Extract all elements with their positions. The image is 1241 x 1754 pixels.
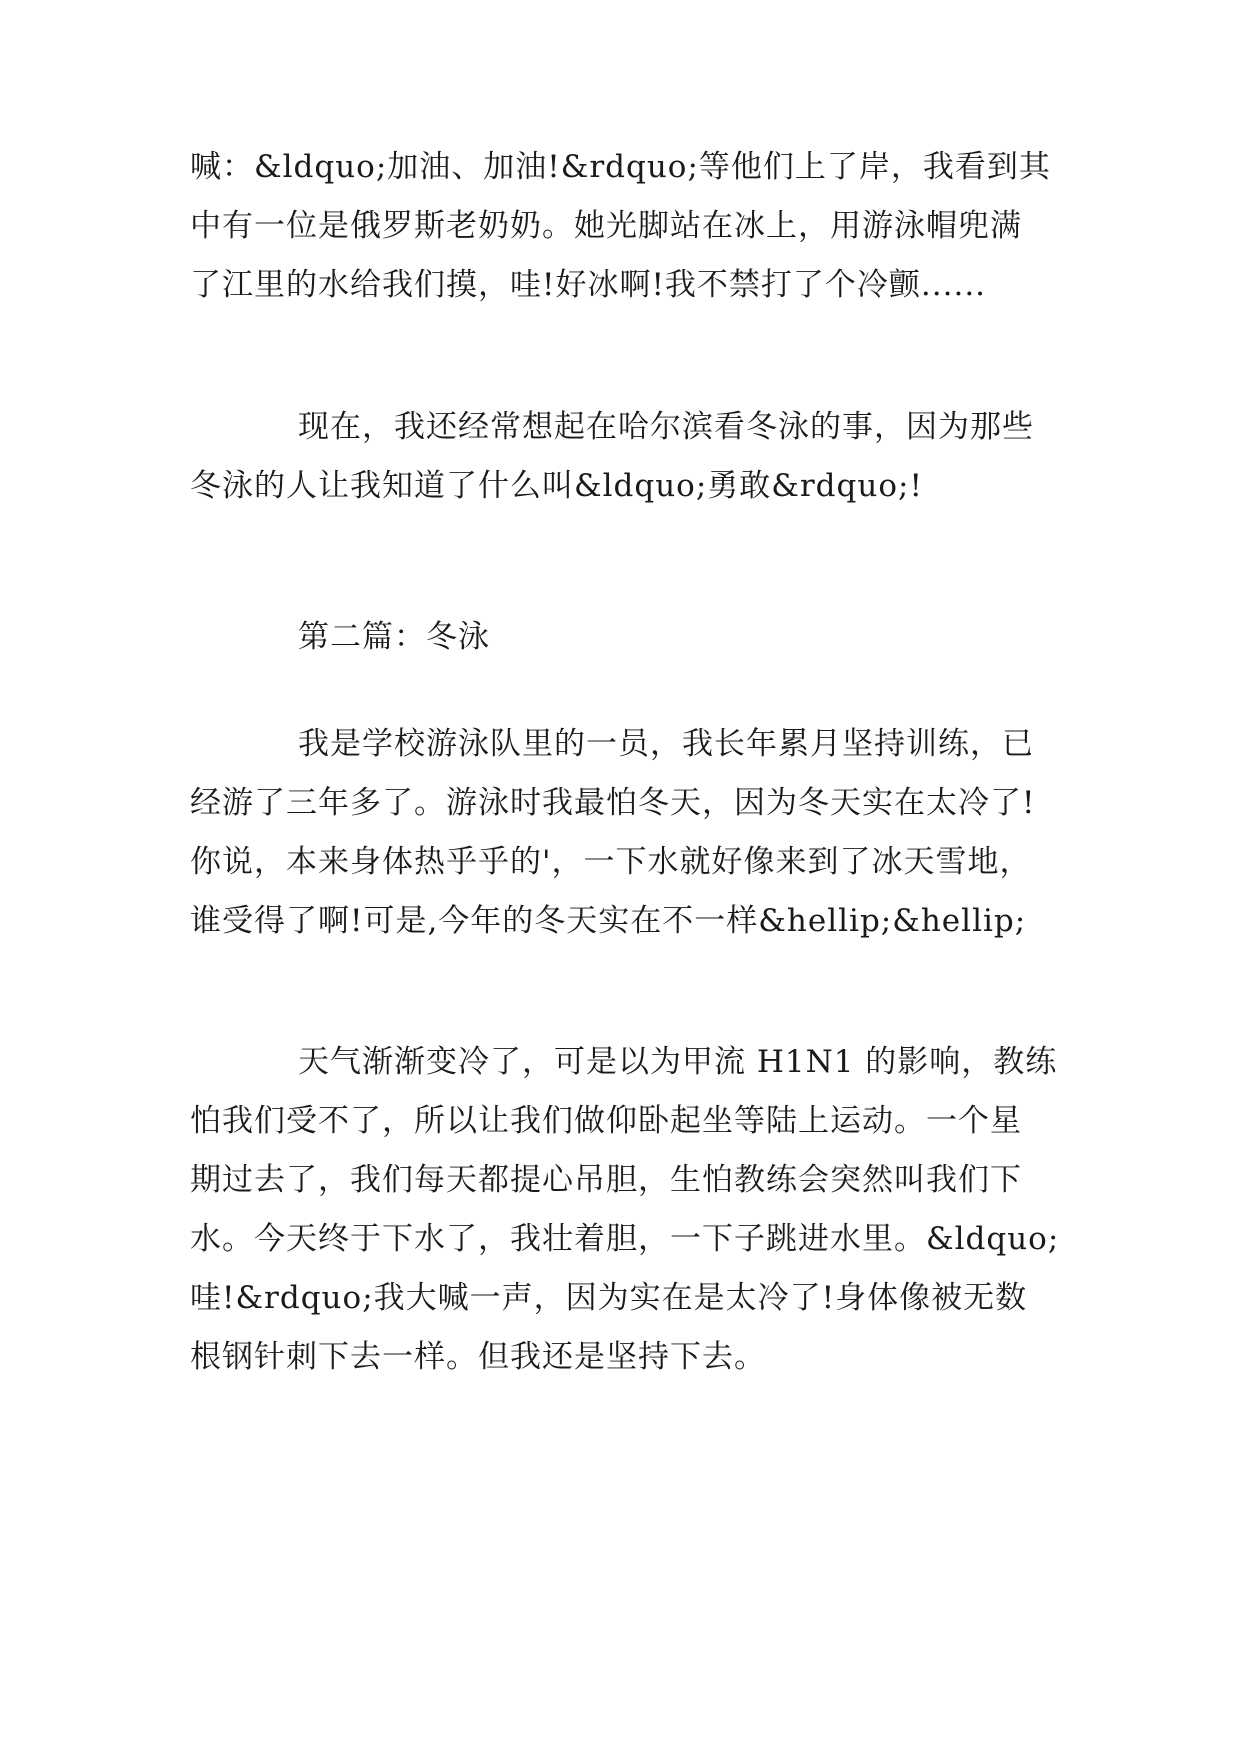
- text-line: 你说，本来身体热乎乎的'，一下水就好像来到了冰天雪地，: [190, 844, 1032, 880]
- text-line: 水。今天终于下水了，我壮着胆，一下子跳进水里。&ldquo;: [190, 1221, 1060, 1257]
- paragraph-weather: [190, 1033, 1060, 1387]
- paragraph-recollection: [190, 398, 1060, 516]
- text-line: 现在，我还经常想起在哈尔滨看冬泳的事，因为那些: [298, 409, 1034, 445]
- section-title: 第二篇：冬泳: [298, 619, 490, 655]
- text-line: 谁受得了啊!可是,今年的冬天实在不一样&hellip;&hellip;: [190, 903, 1027, 939]
- text-line: 了江里的水给我们摸，哇!好冰啊!我不禁打了个冷颤......: [190, 267, 987, 303]
- text-line: 经游了三年多了。游泳时我最怕冬天，因为冬天实在太冷了!: [190, 785, 1036, 821]
- text-line: 期过去了，我们每天都提心吊胆，生怕教练会突然叫我们下: [190, 1162, 1022, 1198]
- text-line: 根钢针刺下去一样。但我还是坚持下去。: [190, 1339, 766, 1375]
- paragraph-swim-team: [190, 715, 1060, 951]
- text-line: 冬泳的人让我知道了什么叫&ldquo;勇敢&rdquo;!: [190, 468, 923, 504]
- text-line: 怕我们受不了，所以让我们做仰卧起坐等陆上运动。一个星: [190, 1103, 1022, 1139]
- section-heading: [190, 608, 1060, 667]
- text-line: 天气渐渐变冷了，可是以为甲流 H1N1 的影响，教练: [298, 1044, 1058, 1080]
- text-line: 喊：&ldquo;加油、加油!&rdquo;等他们上了岸，我看到其: [190, 149, 1051, 185]
- text-line: 我是学校游泳队里的一员，我长年累月坚持训练，已: [298, 726, 1034, 762]
- text-line: 哇!&rdquo;我大喊一声，因为实在是太冷了!身体像被无数: [190, 1280, 1028, 1316]
- text-line: 中有一位是俄罗斯老奶奶。她光脚站在冰上，用游泳帽兜满: [190, 208, 1022, 244]
- paragraph-continuation: [190, 138, 1060, 315]
